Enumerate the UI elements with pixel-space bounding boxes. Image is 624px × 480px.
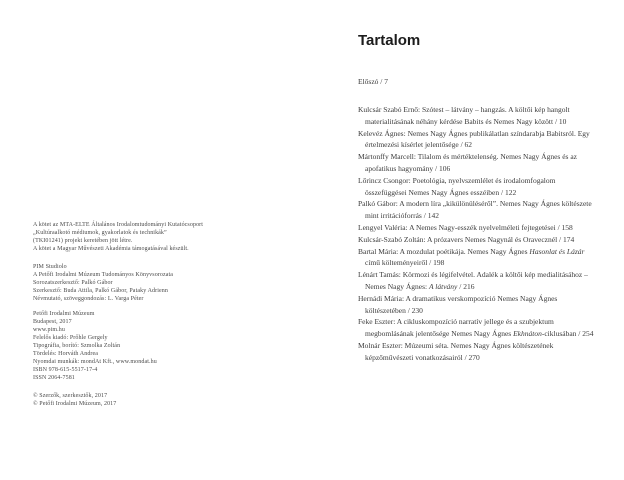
entry-text: Kulcsár-Szabó Zoltán: A prózavers Nemes Nagynál és Oravecznél [358,234,558,244]
entry-text: Lénárt Tamás: Körmozi és légifelvétel. Adalék a költői kép medialitásához – Nemes Nagy Ágnes: [358,270,588,291]
toc-entry [358,198,598,222]
entry-text: Feke Eszter: A cikluskompozíció narratív jellege és a szubjektum megbomlásának jelentősége Nemes Nagy Ágnes [358,317,554,339]
colophon-line: A kötet az MTA-ELTE Általános Irodalomtudományi Kutatócsoport [33,222,204,228]
entry-text: Lőrincz Csongor: Poetológia, nyelvszemlélet és irodalomfogalom összefüggései Nemes Nagy Ágnes esszéiben [358,175,556,197]
colophon-line: www.pim.hu [33,327,65,333]
foreword-label: Előszó [358,77,379,86]
colophon-line: Sorozatszerkesztő: Palkó Gábor [33,280,113,286]
entry-text: Kelevéz Ágnes: Nemes Nagy Ágnes publikálatlan színdarabja Babitsról. Egy értelmezési kísérlet jelentősége [358,128,590,150]
entry-text: Mártonffy Marcell: Tilalom és mértéktelenség. Nemes Nagy Ágnes és az apofatikus hagyomány [358,152,577,173]
entry-text: Lengyel Valéria: A Nemes Nagy-esszék nyelvelméleti fejtegetései [358,222,556,232]
colophon-line: Névmutató, szöveggondozás: L. Varga Péter [33,296,144,302]
work-title: Hasonlat és Lázár [529,246,585,256]
colophon-line: © Szerzők, szerkesztők, 2017 [33,393,108,399]
colophon-block [33,392,273,408]
colophon-line: (TKI01241) projekt keretében jött létre. [33,238,133,244]
entry-page-number: / 270 [462,352,480,362]
entry-page-number: / 174 [557,234,575,244]
colophon-page [33,221,273,408]
colophon-line: Tördelés: Horváth Andrea [33,351,99,357]
colophon-line: ISBN 978-615-5517-17-4 [33,367,98,373]
entry-page-number: / 254 [576,329,594,339]
colophon-line: A kötet a Magyar Művészeti Akadémia támogatásával készült. [33,246,189,252]
toc-entry [358,151,598,175]
colophon-line: Szerkesztő: Buda Attila, Palkó Gábor, Pataky Adrienn [33,288,168,294]
colophon-line: Tipográfia, borító: Szmolka Zoltán [33,343,121,349]
entry-page-number: / 10 [553,116,567,126]
entry-text: Bartal Mária: A mozdulat poétikája. Nemes Nagy Ágnes [358,246,530,256]
toc-entry [358,293,598,317]
entry-text: című költeményeiről [365,258,428,268]
toc-entry [358,175,598,199]
entry-page-number: / 122 [499,187,517,197]
toc-page [358,32,598,364]
colophon-block [33,310,273,382]
entry-page-number: / 62 [458,140,473,150]
entry-page-number: / 216 [457,281,475,291]
toc-title: Tartalom [358,32,421,49]
toc-entry [358,128,598,152]
colophon-line: PIM Studiolo [33,264,67,270]
toc-entry [358,222,598,234]
entry-page-number: / 106 [433,163,451,173]
entry-page-number: / 142 [421,211,439,221]
foreword-page: / 7 [378,77,389,86]
entry-page-number: / 158 [555,222,573,232]
colophon-line: Nyomdai munkák: mondAt Kft., www.mondat.hu [33,359,157,365]
work-title: Ekhnáton [513,329,542,339]
colophon-line: Budapest, 2017 [33,319,72,325]
entry-page-number: / 198 [427,258,445,268]
work-title: A látvány [428,281,458,291]
colophon-block [33,263,273,303]
entry-text: Hernádi Mária: A dramatikus verskompozíció Nemes Nagy Ágnes költészetében [358,293,558,315]
toc-entry [358,104,598,128]
toc-entry [358,316,598,340]
colophon-line: © Petőfi Irodalmi Múzeum, 2017 [33,401,117,407]
entry-text: -ciklusában [541,329,577,339]
toc-entry-list [358,104,598,364]
colophon-line: A Petőfi Irodalmi Múzeum Tudományos Könyvsorozata [33,272,174,278]
entry-text: Molnár Eszter: Múzeumi séta. Nemes Nagy Ágnes költészetének képzőművészeti vonatkozásairól [358,340,554,362]
colophon-line: Felelős kiadó: Prőhle Gergely [33,335,108,341]
colophon-line: Petőfi Irodalmi Múzeum [33,311,95,317]
toc-entry [358,234,598,246]
entry-page-number: / 230 [405,305,423,315]
colophon-line: ISSN 2064-7581 [33,375,75,381]
entry-text: Palkó Gábor: A modern líra „kikülönüléséről”. Nemes Nagy Ágnes költészete mint irritációforrás [358,199,592,221]
entry-text: Kulcsár Szabó Ernő: Szótest – látvány – hangzás. A költői kép hangolt materialitásának néhány kérdése Babits és Nemes Nagy között [358,105,570,126]
colophon-block [33,221,273,253]
toc-entry [358,340,598,364]
toc-entry [358,246,598,270]
toc-foreword [358,77,598,87]
toc-entry [358,269,598,293]
colophon-line: „Kultúraalkotó médiumok, gyakorlatok és technikák” [33,230,167,236]
